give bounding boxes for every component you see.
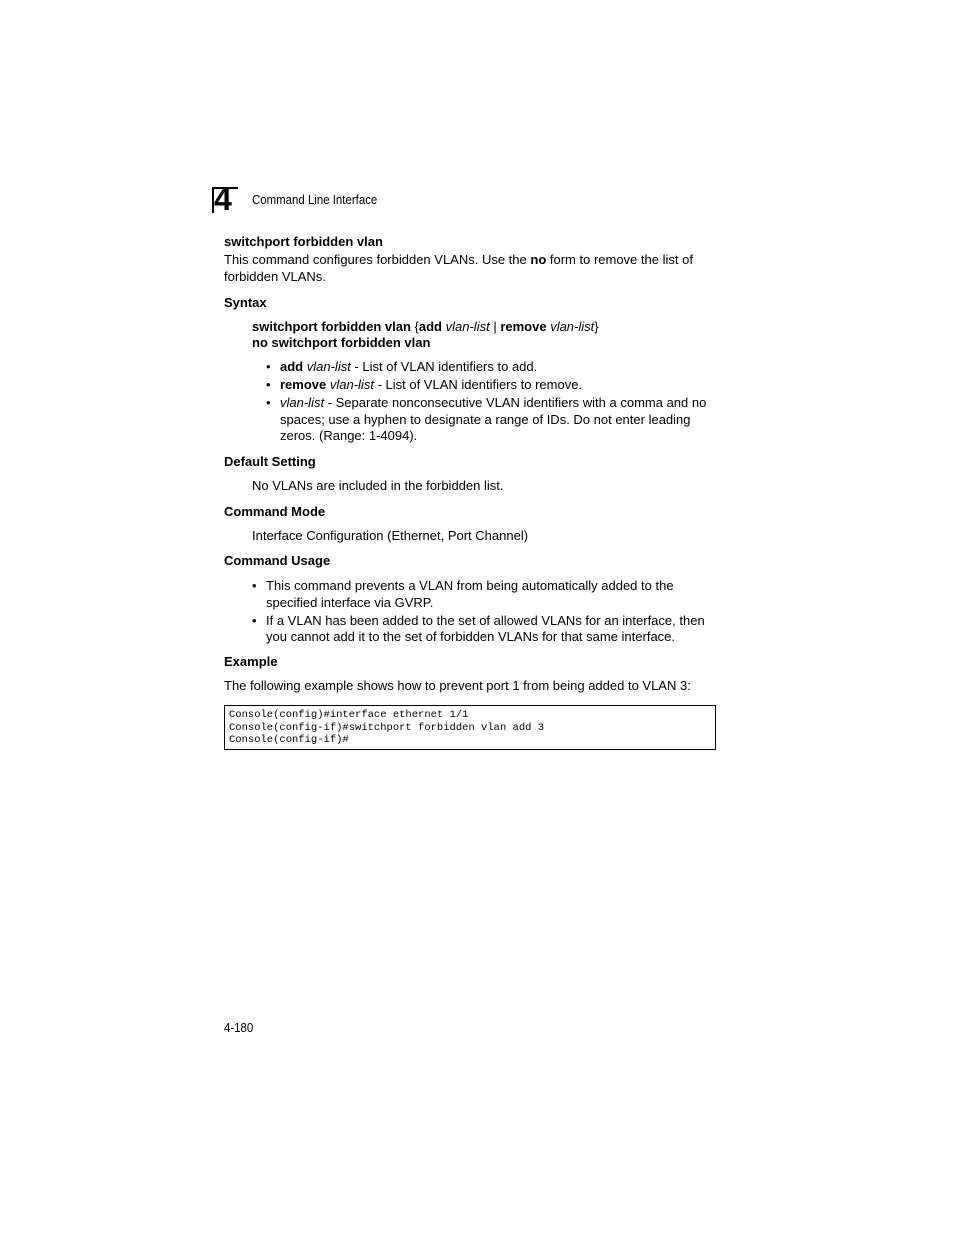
syntax-keyword-add: add (418, 319, 442, 334)
syntax-command: switchport forbidden vlan (252, 319, 411, 334)
param-description: - Separate nonconsecutive VLAN identifiers with a comma and no spaces; use a hyphen to designate a range of IDs. Do not enter leading zeros. (Range: 1-4094). (280, 395, 707, 443)
default-setting-text: No VLANs are included in the forbidden list. (252, 478, 504, 493)
list-item (266, 395, 718, 445)
param-term: add (280, 359, 304, 374)
param-name: vlan-list (280, 395, 325, 410)
command-mode-text: Interface Configuration (Ethernet, Port Channel) (252, 528, 529, 543)
syntax-brace-open: { (410, 319, 419, 334)
command-mode-heading: Command Mode (224, 504, 326, 519)
section-title: switchport forbidden vlan (224, 234, 383, 249)
syntax-brace-close: } (594, 319, 599, 334)
code-line: Console(config-if)#switchport forbidden vlan add 3 (229, 721, 545, 734)
example-text: The following example shows how to prevent port 1 from being added to VLAN 3: (224, 678, 691, 693)
param-description: - List of VLAN identifiers to remove. (373, 377, 583, 392)
param-description: - List of VLAN identifiers to add. (350, 359, 538, 374)
list-item: • This command prevents a VLAN from being automatically added to the specified interface via GVRP. (252, 578, 716, 611)
list-item: • If a VLAN has been added to the set of allowed VLANs for an interface, then you cannot add it to the set of forbidden VLANs for that same interface. (252, 613, 716, 646)
param-name: vlan-list (329, 377, 374, 392)
page-number: 4-180 (224, 1020, 254, 1035)
default-setting-heading: Default Setting (224, 454, 316, 469)
syntax-heading: Syntax (224, 295, 267, 310)
param-name: vlan-list (306, 359, 351, 374)
code-example-box (224, 705, 716, 750)
command-usage-list (252, 578, 716, 647)
list-item (266, 359, 718, 376)
example-heading: Example (224, 654, 278, 669)
intro-paragraph (224, 252, 714, 285)
syntax-keyword-remove: remove (500, 319, 547, 334)
syntax-param-1: vlan-list (445, 319, 490, 334)
code-block (225, 706, 715, 747)
chapter-number: 4 (214, 181, 231, 217)
code-line: Console(config)#interface ethernet 1/1 (229, 709, 469, 721)
syntax-parameter-list (266, 359, 718, 446)
param-term: remove (280, 377, 327, 392)
syntax-param-2: vlan-list (550, 319, 595, 334)
list-item (266, 377, 718, 394)
syntax-line-1 (252, 319, 722, 336)
intro-text-bold: no (530, 252, 547, 267)
running-title: Command Line Interface (252, 192, 378, 207)
syntax-no-command: no switchport forbidden vlan (252, 335, 431, 350)
chapter-number-mark (212, 181, 240, 217)
syntax-separator: | (489, 319, 501, 334)
intro-text-before: This command configures forbidden VLANs. Use the (224, 252, 531, 267)
command-usage-heading: Command Usage (224, 553, 331, 568)
intro-text-after: form to remove the list of forbidden VLANs. (224, 252, 693, 284)
syntax-line-2 (252, 335, 430, 352)
code-line: Console(config-if)# (229, 734, 349, 746)
